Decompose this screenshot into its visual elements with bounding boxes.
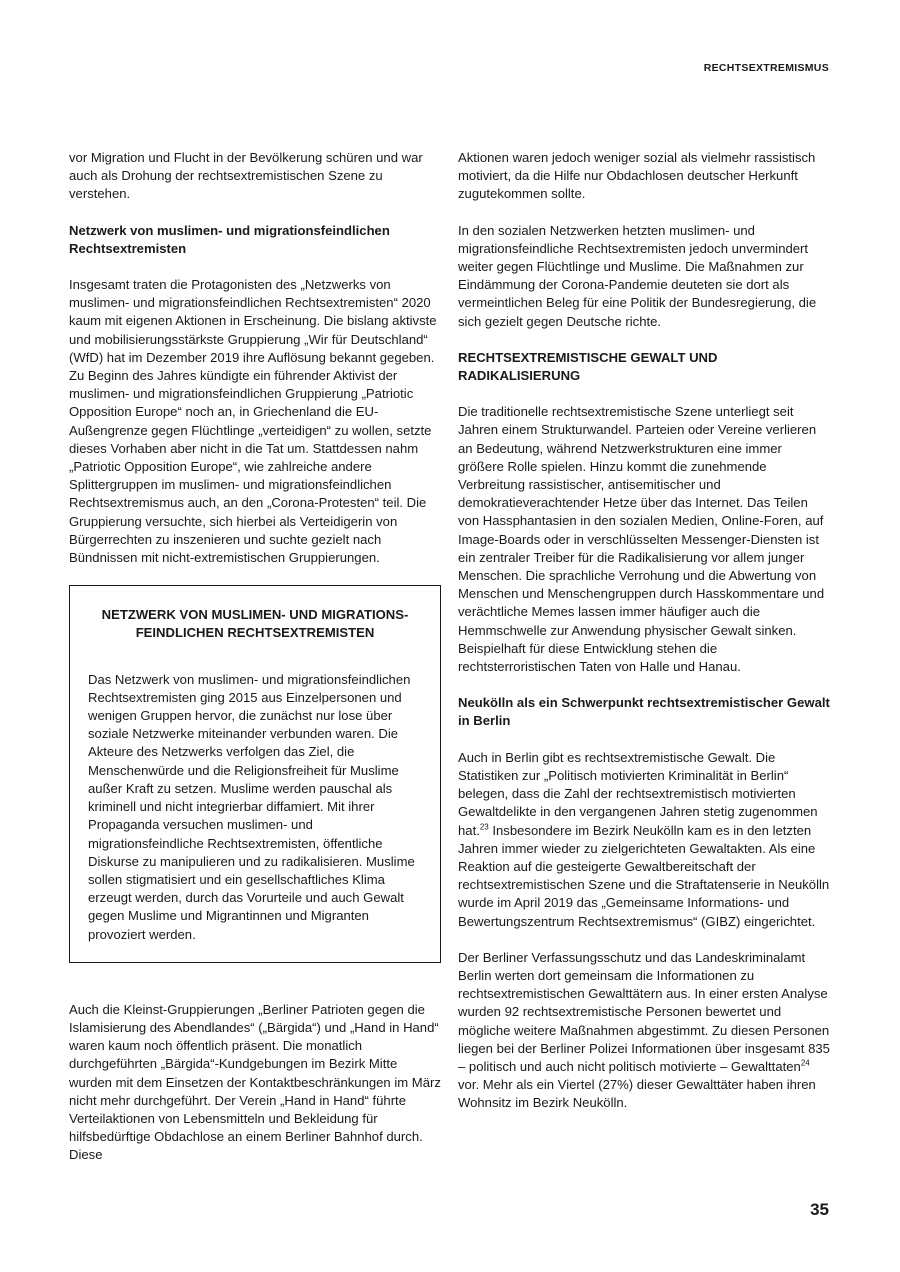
footnote-ref-23[interactable]: 23 xyxy=(479,822,489,832)
paragraph: Der Berliner Verfassungsschutz und das Landeskriminalamt Berlin werten dort gemeinsam die Informationen zu rechtsextremistischen Gewalttätern aus. In einer ersten Analyse wurden 92 rechtsextremistische Personen bewertet und mögliche weitere Maßnahmen abgestimmt. Zu diesen Personen liegen bei der Berliner Polizei Informationen über insgesamt 835 – politisch und auch nicht politisch motivierte – Gewalttaten$^{24}$ vor. Mehr als ein Viertel (27%) dieser Gewalttäter haben ihren Wohnsitz im Bezirk Neukölln. xyxy=(458,949,830,1111)
paragraph: Auch die Kleinst-Gruppierungen „Berliner Patrioten gegen die Islamisierung des Abendlandes“ („Bärgida“) und „Hand in Hand“ waren kaum noch öffentlich präsent. Die monatlich durchgeführten „Bärgida“-Kundgebungen im Bezirk Mitte wurden mit dem Einsetzen der Kontaktbeschränkungen im März nicht mehr durchgeführt. Der Verein „Hand in Hand“ führte Verteilaktionen von Lebensmitteln und Bekleidung für hilfsbedürftige Obdachlose an einem Berliner Bahnhof durch. Diese xyxy=(69,1001,441,1163)
paragraph: In den sozialen Netzwerken hetzten muslimen- und migrationsfeindliche Rechtsextremisten jedoch unvermindert weiter gegen Flüchtlinge und Muslime. Die Maßnahmen zur Eindämmung der Corona-Pandemie deuteten sie dort als vermeintlichen Beleg für eine Politik der Bundesregierung, die sich gezielt gegen Deutsche richte. xyxy=(458,222,817,329)
page-number: 35 xyxy=(810,1200,829,1219)
info-box-text: Das Netzwerk von muslimen- und migrationsfeindlichen Rechtsextremisten ging 2015 aus Einzelpersonen und wenigen Gruppen hervor, die zunächst nur lose über soziale Netzwerke miteinander verbunden waren. Die Akteure des Netzwerks verfolgen das Ziel, die Menschenwürde und die Religionsfreiheit für Muslime außer Kraft zu setzen. Muslime werden pauschal als kriminell und nicht integrierbar diffamiert. Mit ihrer Propaganda versuchen muslimen- und migrationsfeindliche Rechtsextremisten, öffentliche Diskurse zu manipulieren und zu radikalisieren. Muslime sollen stigmatisiert und ein gesellschaftliches Klima erzeugt werden, durch das Vorurteile und auch Gewalt gegen Muslime und Migrantinnen und Migranten provoziert werden. xyxy=(88,671,415,942)
subheading-neukoelln: Neukölln als ein Schwerpunkt rechtsextremistischer Gewalt in Berlin xyxy=(458,695,830,729)
left-column xyxy=(69,149,441,1183)
paragraph: Aktionen waren jedoch weniger sozial als vielmehr rassistisch motiviert, da die Hilfe nur Obdachlosen deutscher Herkunft zugutekommen sollte. xyxy=(458,150,816,202)
subheading-netzwerk: Netzwerk von muslimen- und migrationsfeindlichen Rechtsextremisten xyxy=(69,222,390,256)
section-heading-gewalt: RECHTSEXTREMISTISCHE GEWALT UND RADIKALISIERUNG xyxy=(458,349,718,384)
info-box xyxy=(69,585,441,962)
paragraph: Die traditionelle rechtsextremistische Szene unterliegt seit Jahren einem Strukturwandel. Parteien oder Vereine verlieren an Bedeutung, während Netzwerkstrukturen eine immer größere Rolle spielen. Hinzu kommt die zunehmende Verbreitung rassistischer, antisemitischer und demokratieverachtender Hetze über das Internet. Das Teilen von Hassphantasien in den sozialen Medien, Online-Foren, auf Image-Boards oder in verschlüsselten Messenger-Diensten ist ein zentraler Treiber für die Radikalisierung vor allem junger Menschen. Die sprachliche Verrohung und die Abwertung von Menschen und Menschengruppen durch Hasskommentare und verächtliche Memes lassen immer häufiger auch die Hemmschwelle zur Anwendung physischer Gewalt sinken. Beispielhaft für diese Entwicklung stehen die rechtsterroristischen Taten von Halle und Hanau. xyxy=(458,404,825,675)
info-box-title: NETZWERK VON MUSLIMEN- UND MIGRATIONS-FEINDLICHEN RECHTSEXTREMISTEN xyxy=(101,607,409,641)
paragraph: Auch in Berlin gibt es rechtsextremistische Gewalt. Die Statistiken zur „Politisch motivierten Kriminalität in Berlin“ belegen, dass die Zahl der rechtsextremistisch motivierten Gewaltdelikte in den vergangenen Jahren stetig zugenommen hat.$^{23}$ Insbesondere im Bezirk Neukölln kam es in den letzten Jahren immer wieder zu zielgerichteten Gewaltakten. Als eine Reaktion auf die gesteigerte Gewaltbereitschaft der rechtsextremistischen Szene und die Straftatenserie in Neukölln wurde im April 2019 das „Gemeinsame Informations- und Bewertungszentrum Rechtsextremismus“ (GIBZ) eingerichtet. xyxy=(458,749,830,929)
paragraph: Insgesamt traten die Protagonisten des „Netzwerks von muslimen- und migrationsfeindlichen Rechtsextremisten“ 2020 kaum mit eigenen Aktionen in Erscheinung. Die bislang aktivste und mobilisierungsstärkste Gruppierung „Wir für Deutschland“ (WfD) hat im Dezember 2019 ihre Auflösung bekannt gegeben. Zu Beginn des Jahres kündigte ein führender Aktivist der muslimen- und migrationsfeindlichen Gruppierung „Patriotic Opposition Europe“ noch an, in Griechenland die EU-Außengrenze gegen Flüchtlinge „verteidigen“ zu wollen, setzte dieses Vorhaben aber nicht in die Tat um. Stattdessen nahm „Patriotic Opposition Europe“, wie zahlreiche andere Splittergruppen im muslimen- und migrationsfeindlichen Rechtsextremismus auch, an den „Corona-Protesten“ teil. Die Gruppierung versuchte, sich hierbei als Verteidigerin von Bürgerrechten zu inszenieren und suchte gezielt nach Bündnissen mit nicht-extremistischen Gruppierungen. xyxy=(69,277,437,566)
right-column xyxy=(458,149,830,1131)
paragraph: vor Migration und Flucht in der Bevölkerung schüren und war auch als Drohung der rechtsextremistischen Szene zu verstehen. xyxy=(69,150,423,202)
footnote-ref-24[interactable]: 24 xyxy=(800,1058,810,1068)
section-header: RECHTSEXTREMISMUS xyxy=(703,62,829,74)
